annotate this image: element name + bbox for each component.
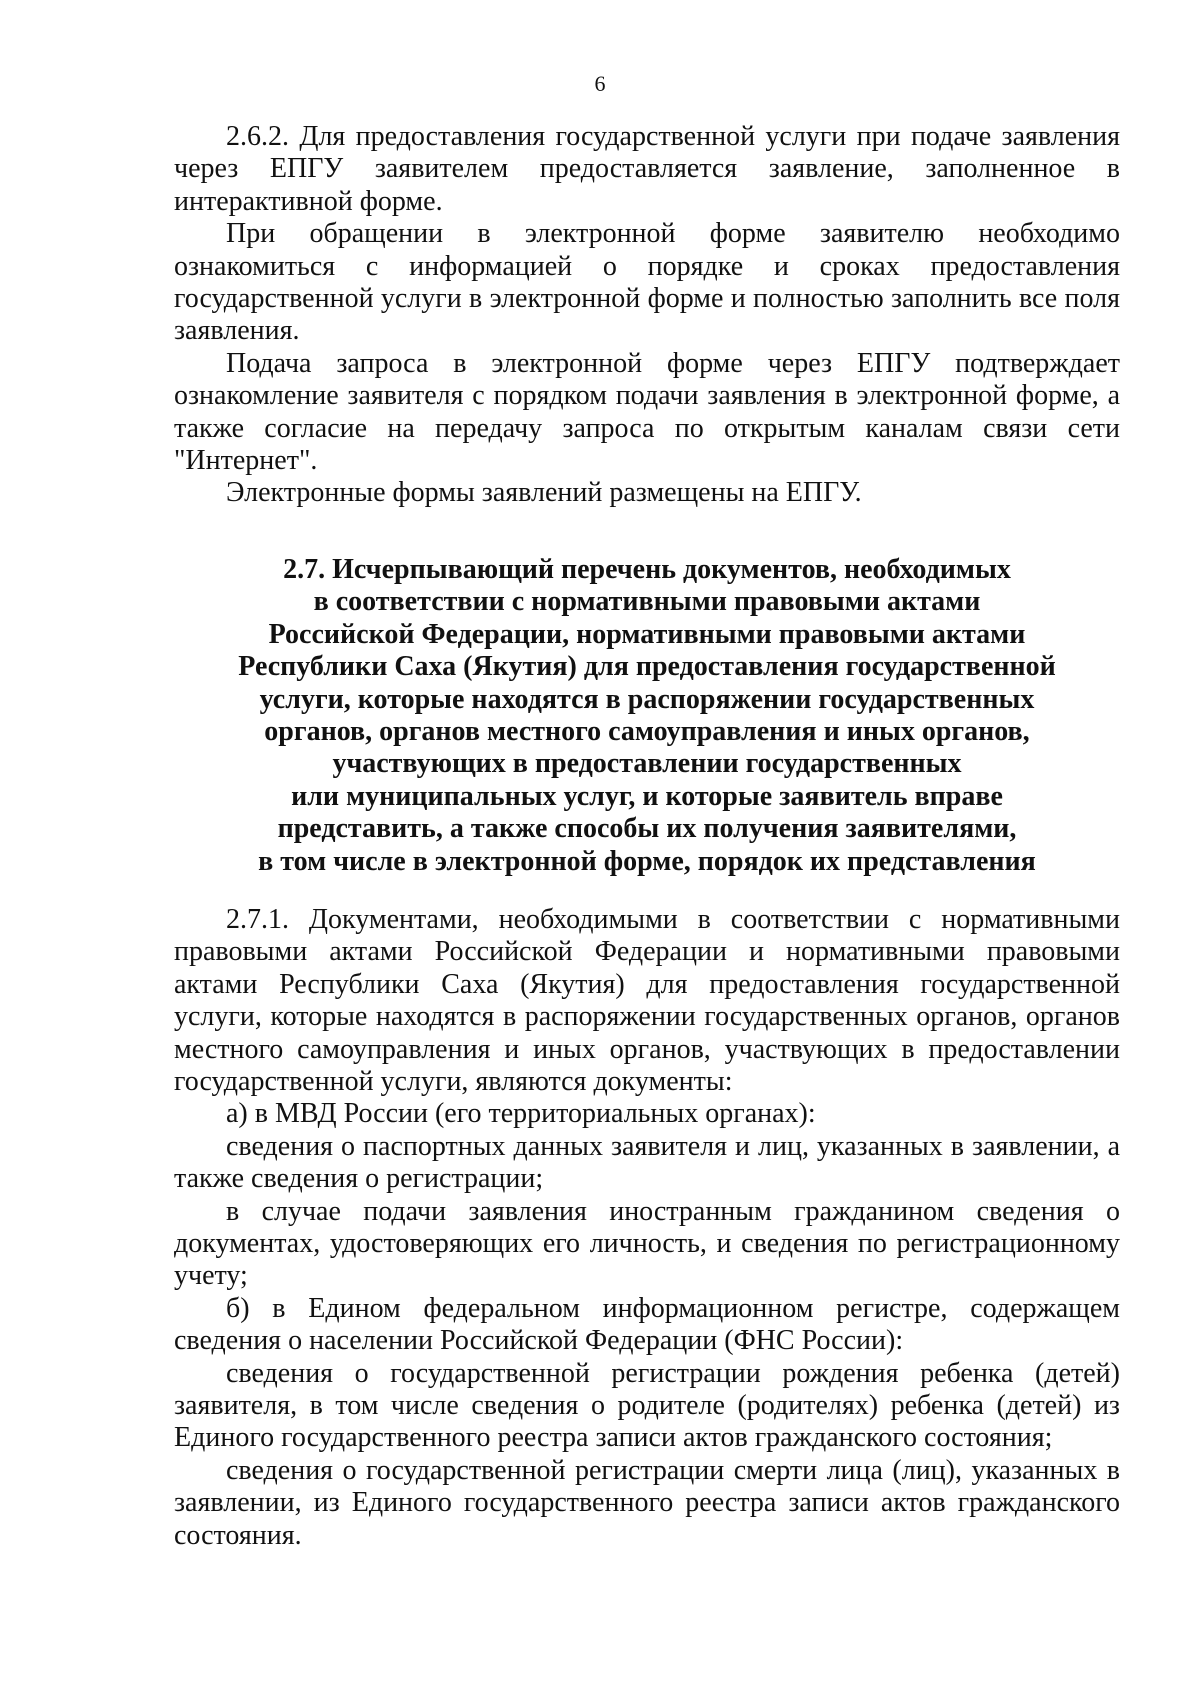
document-body [174,121,1120,1552]
heading-line: представить, а также способы их получения заявителями, [277,813,1017,845]
heading-line: участвующих в предоставлении государственных [332,748,962,780]
paragraph-passport-data: сведения о паспортных данных заявителя и лиц, указанных в заявлении, а также сведения о регистрации; [174,1130,1120,1195]
paragraph-death-registration: сведения о государственной регистрации смерти лица (лиц), указанных в заявлении, из Единого государственного реестра записи актов гражданского состояния. [174,1454,1120,1551]
paragraph-2-6-2: 2.6.2. Для предоставления государственной услуги при подаче заявления через ЕПГУ заявителем предоставляется заявление, заполненное в интерактивной форме. [174,121,1120,217]
paragraph-electronic-forms-location: Электронные формы заявлений размещены на ЕПГУ. [226,477,862,509]
paragraph-birth-registration: сведения о государственной регистрации рождения ребенка (детей) заявителя, в том числе сведения о родителе (родителях) ребенка (детей) из Единого государственного реестра записи актов гражданского состояния; [174,1357,1120,1454]
heading-line: в соответствии с нормативными правовыми актами [313,586,981,618]
paragraph-electronic-form-info: При обращении в электронной форме заявителю необходимо ознакомиться с информацией о порядке и сроках предоставления государственной услуги в электронной форме и полностью заполнить все поля заявления. [174,218,1120,347]
paragraph-2-7-1: 2.7.1. Документами, необходимыми в соответствии с нормативными правовыми актами Российской Федерации и нормативными правовыми актами Республики Саха (Якутия) для предоставления государственной услуги, которые находятся в распоряжении государственных органов, органов местного самоуправления и иных органов, участвующих в предоставлении государственной услуги, являются документы: [174,903,1120,1097]
heading-line: Республики Саха (Якутия) для предоставления государственной [238,651,1056,683]
heading-line: органов, органов местного самоуправления и иных органов, [264,715,1030,747]
list-item-b-fns: б) в Едином федеральном информационном регистре, содержащем сведения о населении Российской Федерации (ФНС России): [174,1292,1120,1357]
heading-line: или муниципальных услуг, и которые заявитель вправе [291,780,1003,812]
section-heading-2-7 [207,554,1087,878]
heading-line: Российской Федерации, нормативными правовыми актами [268,618,1026,650]
heading-line: в том числе в электронной форме, порядок их представления [258,845,1036,877]
list-item-a-mvd: а) в МВД России (его территориальных органах): [226,1098,816,1130]
heading-line: услуги, которые находятся в распоряжении государственных [259,683,1035,715]
paragraph-foreign-citizen: в случае подачи заявления иностранным гражданином сведения о документах, удостоверяющих его личность, и сведения по регистрационному учету; [174,1195,1120,1292]
heading-line: 2.7. Исчерпывающий перечень документов, необходимых [283,553,1011,585]
paragraph-epgu-request-confirmation: Подача запроса в электронной форме через ЕПГУ подтверждает ознакомление заявителя с порядком подачи заявления в электронной форме, а также согласие на передачу запроса по открытым каналам связи сети "Интернет". [174,347,1120,477]
page-number: 6 [594,71,606,96]
